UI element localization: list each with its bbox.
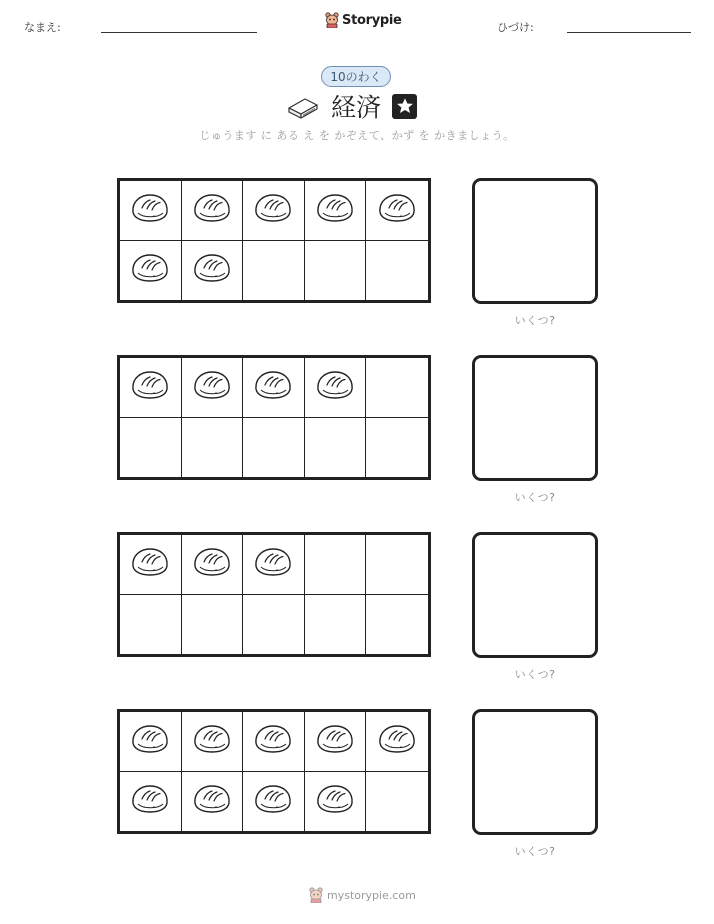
frame-cell bbox=[366, 595, 428, 655]
answer-box[interactable] bbox=[472, 355, 598, 481]
frame-cell bbox=[120, 358, 182, 418]
bread-icon bbox=[129, 251, 171, 289]
frame-cell bbox=[366, 772, 428, 832]
mascot-icon bbox=[325, 12, 339, 28]
frame-cell bbox=[305, 358, 367, 418]
frame-cell bbox=[305, 535, 367, 595]
frame-cell bbox=[182, 712, 244, 772]
bread-icon bbox=[129, 368, 171, 406]
frame-cell bbox=[120, 772, 182, 832]
ten-frame bbox=[117, 355, 431, 480]
date-line[interactable] bbox=[567, 32, 691, 33]
name-line[interactable] bbox=[101, 32, 257, 33]
footer-url: mystorypie.com bbox=[327, 888, 416, 902]
frame-cell bbox=[243, 418, 305, 478]
frame-cell bbox=[182, 595, 244, 655]
frame-cell bbox=[243, 241, 305, 301]
frame-cell bbox=[182, 241, 244, 301]
frame-cell bbox=[305, 241, 367, 301]
instructions: じゅうます に ある え を かぞえて、かず を かきましょう。 bbox=[199, 129, 515, 142]
bread-icon bbox=[252, 782, 294, 820]
frame-cell bbox=[120, 241, 182, 301]
date-label: ひづけ: bbox=[497, 21, 534, 34]
frame-cell bbox=[366, 181, 428, 241]
frame-cell bbox=[305, 418, 367, 478]
topic-badge: 10のわく bbox=[321, 66, 391, 87]
bread-icon bbox=[191, 251, 233, 289]
frame-cell bbox=[366, 535, 428, 595]
bread-icon bbox=[376, 191, 418, 229]
star-badge bbox=[392, 94, 417, 119]
frame-cell bbox=[182, 181, 244, 241]
bread-icon bbox=[252, 545, 294, 583]
bread-icon bbox=[191, 782, 233, 820]
answer-prompt: いくつ? bbox=[514, 491, 556, 504]
bread-icon bbox=[376, 722, 418, 760]
frame-cell bbox=[120, 418, 182, 478]
mascot-icon bbox=[309, 887, 323, 903]
frame-cell bbox=[243, 181, 305, 241]
bread-icon bbox=[129, 545, 171, 583]
bread-icon bbox=[129, 782, 171, 820]
brand-name: Storypie bbox=[342, 12, 402, 28]
frame-cell bbox=[366, 241, 428, 301]
star-icon bbox=[396, 97, 414, 115]
answer-box[interactable] bbox=[472, 178, 598, 304]
frame-cell bbox=[182, 358, 244, 418]
frame-cell bbox=[243, 358, 305, 418]
frame-cell bbox=[182, 535, 244, 595]
frame-cell bbox=[305, 772, 367, 832]
bread-icon bbox=[129, 722, 171, 760]
frame-cell bbox=[366, 358, 428, 418]
frame-cell bbox=[305, 712, 367, 772]
bread-icon bbox=[252, 722, 294, 760]
frame-cell bbox=[120, 595, 182, 655]
ten-frame bbox=[117, 532, 431, 657]
footer bbox=[309, 887, 416, 903]
name-label: なまえ: bbox=[24, 21, 61, 34]
page-title: 経済 bbox=[331, 93, 382, 122]
answer-box[interactable] bbox=[472, 709, 598, 835]
frame-cell bbox=[305, 181, 367, 241]
bread-icon bbox=[191, 545, 233, 583]
frame-cell bbox=[120, 712, 182, 772]
brand-logo bbox=[325, 12, 402, 28]
answer-prompt: いくつ? bbox=[514, 668, 556, 681]
answer-prompt: いくつ? bbox=[514, 845, 556, 858]
answer-prompt: いくつ? bbox=[514, 314, 556, 327]
bread-icon bbox=[191, 191, 233, 229]
frame-cell bbox=[182, 418, 244, 478]
ten-frame bbox=[117, 709, 431, 834]
bread-icon bbox=[314, 191, 356, 229]
frame-cell bbox=[182, 772, 244, 832]
bread-icon bbox=[314, 722, 356, 760]
frame-cell bbox=[366, 712, 428, 772]
ten-frame bbox=[117, 178, 431, 303]
frame-cell bbox=[305, 595, 367, 655]
answer-box[interactable] bbox=[472, 532, 598, 658]
frame-cell bbox=[243, 595, 305, 655]
bread-icon bbox=[314, 782, 356, 820]
bread-icon bbox=[314, 368, 356, 406]
book-icon bbox=[286, 93, 320, 119]
frame-cell bbox=[243, 712, 305, 772]
frame-cell bbox=[120, 535, 182, 595]
bread-icon bbox=[252, 368, 294, 406]
bread-icon bbox=[191, 722, 233, 760]
bread-icon bbox=[252, 191, 294, 229]
frame-cell bbox=[120, 181, 182, 241]
frame-cell bbox=[243, 535, 305, 595]
bread-icon bbox=[129, 191, 171, 229]
title-row bbox=[286, 90, 417, 122]
bread-icon bbox=[191, 368, 233, 406]
frame-cell bbox=[366, 418, 428, 478]
frame-cell bbox=[243, 772, 305, 832]
